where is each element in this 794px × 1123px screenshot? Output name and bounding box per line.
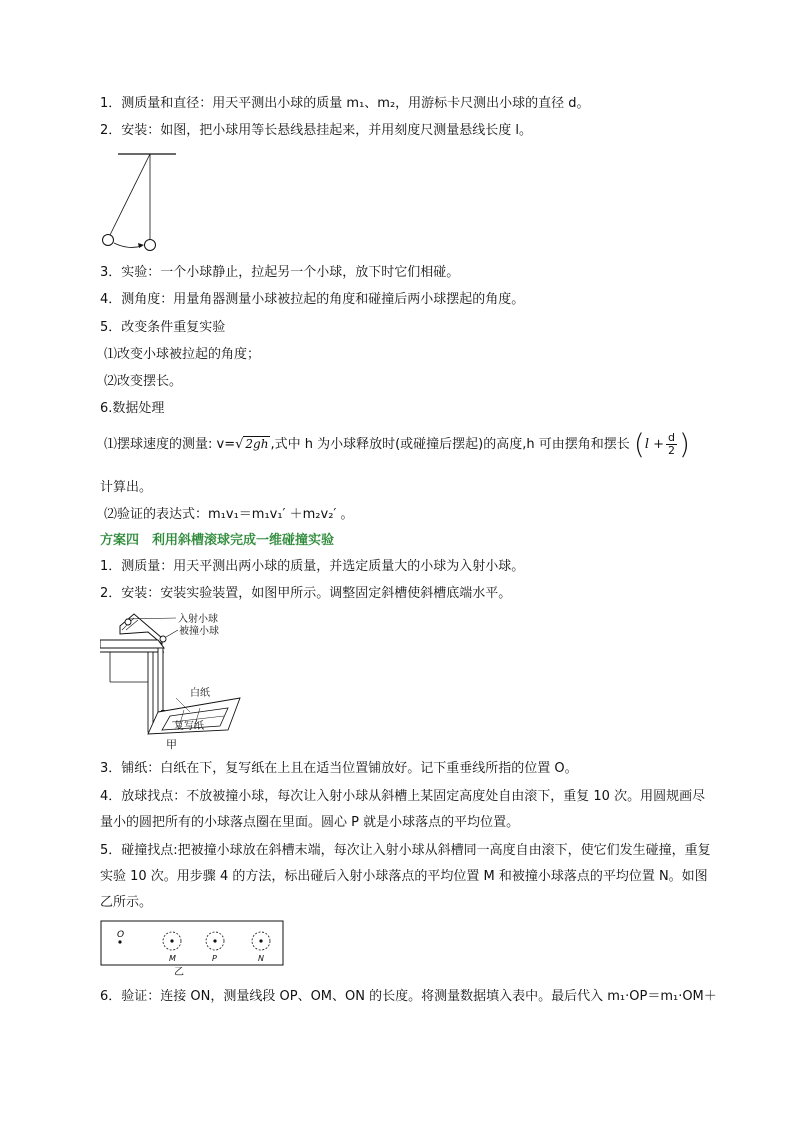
apparatus-figure-jia: [100, 608, 250, 753]
plan4-step-paper: 3．铺纸：白纸在下，复写纸在上且在适当位置铺放好。记下重垂线所指的位置 O。: [100, 761, 578, 776]
label-white-paper: 白纸: [190, 688, 210, 699]
pendulum-figure: [100, 148, 180, 256]
step-experiment: 3．实验：一个小球静止，拉起另一个小球，放下时它们相碰。: [100, 265, 460, 280]
caption-jia: 甲: [166, 738, 177, 751]
step-data: 6.数据处理: [100, 401, 165, 416]
step-install: 2．安装：如图，把小球用等长悬线悬挂起来，并用刻度尺测量悬线长度 l。: [100, 123, 533, 138]
point-M-label: M: [169, 954, 176, 963]
label-target-ball: 被撞小球: [179, 626, 219, 637]
plan4-step-collision: 5．碰撞找点:把被撞小球放在斜槽末端，每次让入射小球从斜槽同一高度自由滚下，使它们发生碰撞，重复实验 10 次。用步骤 4 的方法，标出碰后入射小球落点的平均位置 M 和被撞小球落点的平均位置 N。如图乙所示。: [100, 843, 711, 910]
label-incident-ball: 入射小球: [178, 614, 218, 625]
caption-yi: 乙: [174, 967, 184, 976]
formula-fraction: $\frac{d}{2}$: [668, 431, 675, 457]
step-measure-mass: 1．测质量和直径：用天平测出小球的质量 m₁、m₂，用游标卡尺测出小球的直径 d。: [100, 96, 590, 111]
label-carbon-paper: 复写纸: [174, 721, 204, 732]
formula-speed-pre: ⑴摆球速度的测量: v=: [104, 437, 236, 452]
point-P-label: P: [212, 954, 217, 963]
formula-sqrt: 2gh: [245, 437, 269, 451]
step-repeat: 5．改变条件重复实验: [100, 320, 226, 335]
formula-speed: ⑴摆球速度的测量: v=√ 2gh ,式中 h 为小球释放时(或碰撞后摆起)的高度,h 可由摆角和摆长 (l + $\frac{d}{2}$ ): [104, 427, 690, 461]
step-repeat-a: ⑴改变小球被拉起的角度；: [104, 347, 261, 362]
step-repeat-b: ⑵改变摆长。: [104, 374, 183, 389]
formula-l: l +: [644, 437, 665, 452]
point-O-label: O: [117, 930, 125, 940]
formula-speed-end: 计算出。: [100, 480, 153, 495]
landing-points-figure-yi: [100, 920, 286, 976]
plan4-step-verify: 6．验证：连接 ON，测量线段 OP、OM、ON 的长度。将测量数据填入表中。最后代入 m₁·OP＝m₁·OM＋: [100, 989, 717, 1004]
step-measure-angle: 4．测角度：用量角器测量小球被拉起的角度和碰撞后两小球摆起的角度。: [100, 292, 525, 307]
plan4-step-find-point: 4．放球找点：不放被撞小球，每次让入射小球从斜槽上某固定高度处自由滚下，重复 10 次。用圆规画尽量小的圆把所有的小球落点圈在里面。圆心 P 就是小球落点的平均位置。: [100, 789, 706, 830]
point-N-label: N: [258, 954, 264, 963]
plan4-heading: 方案四 利用斜槽滚球完成一维碰撞实验: [100, 533, 335, 548]
plan4-step-mass: 1．测质量：用天平测出两小球的质量，并选定质量大的小球为入射小球。: [100, 559, 525, 574]
step-verify-expression: ⑵验证的表达式：m₁v₁＝m₁v₁′ ＋m₂v₂′ 。: [104, 507, 354, 522]
formula-speed-post: ,式中 h 为小球释放时(或碰撞后摆起)的高度,h 可由摆角和摆长: [270, 437, 630, 452]
plan4-step-install: 2．安装：安装实验装置，如图甲所示。调整固定斜槽使斜槽底端水平。: [100, 586, 512, 601]
